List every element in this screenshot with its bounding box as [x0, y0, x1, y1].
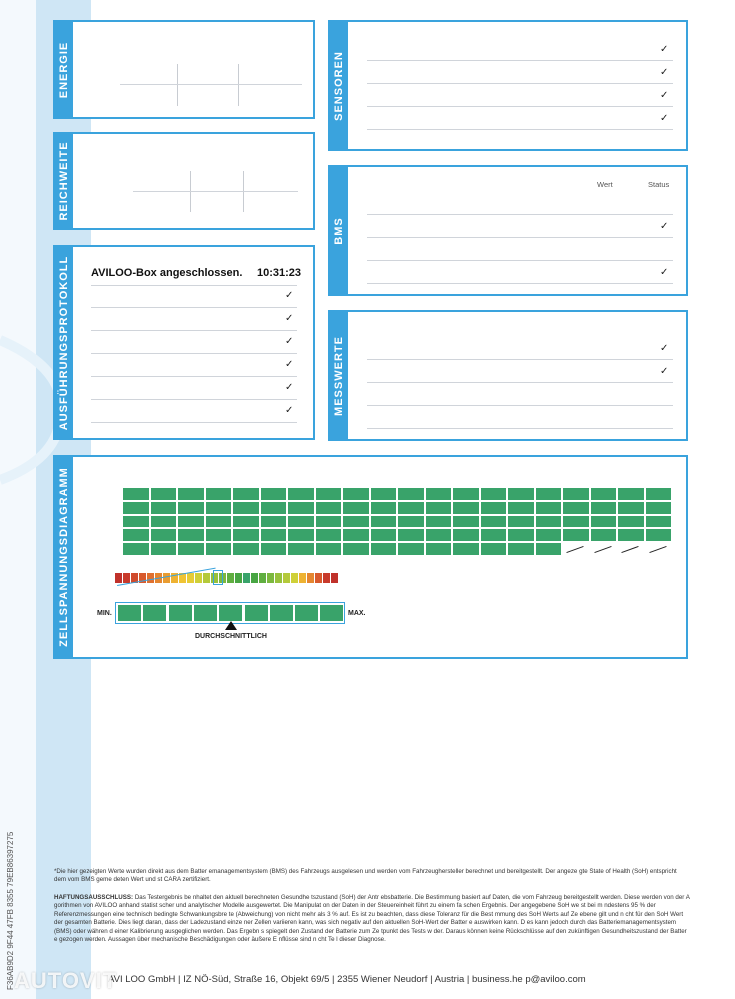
cell-voltage — [177, 487, 205, 501]
cell-voltage — [590, 487, 618, 501]
disclaimer-title: HAFTUNGSAUSSCHLUSS: — [54, 894, 134, 901]
footer-note: *Die hier gezeigten Werte wurden direkt aus dem Batter emanagementsystem (BMS) des Fahrzeugs ausgelesen und werden vom Fahrzeughersteller berechnet und bereitgestellt. Der angeze gte State of Health (SoH) entspricht dem vom BMS geme deten Wert und st CARA zertifiziert. — [54, 868, 677, 884]
gradient-highlight — [213, 570, 223, 585]
cell-voltage — [177, 501, 205, 515]
cell-voltage — [507, 542, 535, 556]
scale-max-label: MAX. — [348, 610, 366, 617]
energy-divider — [177, 64, 178, 106]
cell-voltage — [260, 487, 288, 501]
measurement-divider — [367, 359, 673, 360]
check-icon: ✓ — [285, 405, 294, 416]
cell-voltage — [590, 515, 618, 529]
range-card — [53, 132, 315, 230]
cell-voltage — [342, 515, 370, 529]
cell-voltage — [287, 487, 315, 501]
cell-voltage — [260, 501, 288, 515]
check-icon: ✓ — [660, 221, 669, 232]
sensor-divider — [367, 60, 673, 61]
check-icon: ✓ — [285, 336, 294, 347]
sensor-divider — [367, 106, 673, 107]
bms-divider — [367, 237, 673, 238]
cell-voltage — [315, 515, 343, 529]
measurement-divider — [367, 405, 673, 406]
gradient-segment — [307, 573, 314, 583]
cell-voltage — [177, 542, 205, 556]
gradient-segment — [115, 573, 122, 583]
gradient-segment — [275, 573, 282, 583]
bms-divider — [367, 214, 673, 215]
cell-voltage — [232, 501, 260, 515]
cell-voltage — [370, 501, 398, 515]
cell-voltage — [232, 487, 260, 501]
cell-voltage — [507, 515, 535, 529]
cell-voltage — [425, 515, 453, 529]
cell-voltage — [287, 501, 315, 515]
cell-voltage — [150, 515, 178, 529]
cell-voltage — [535, 542, 563, 556]
cell-voltage — [370, 528, 398, 542]
energy-divider — [238, 64, 239, 106]
cell-voltage — [122, 501, 150, 515]
cell-voltage — [122, 515, 150, 529]
cell-voltage — [452, 542, 480, 556]
bms-divider — [367, 283, 673, 284]
gradient-segment — [315, 573, 322, 583]
cell-voltage — [315, 542, 343, 556]
measurement-divider — [367, 428, 673, 429]
cell-voltage — [232, 515, 260, 529]
cell-voltage — [480, 528, 508, 542]
gradient-segment — [243, 573, 250, 583]
check-icon: ✓ — [660, 44, 669, 55]
cell-voltage — [370, 487, 398, 501]
protocol-time: 10:31:23 — [257, 267, 302, 279]
cell-voltage — [205, 515, 233, 529]
cell-voltage — [397, 515, 425, 529]
cell-voltage — [342, 528, 370, 542]
protocol-divider — [91, 330, 297, 331]
gradient-segment — [259, 573, 266, 583]
cell-voltage — [507, 501, 535, 515]
gradient-segment — [227, 573, 234, 583]
cell-voltage — [122, 528, 150, 542]
scale-cell — [142, 604, 167, 622]
gradient-segment — [331, 573, 338, 583]
cell-voltage — [205, 501, 233, 515]
gradient-segment — [251, 573, 258, 583]
cell-voltage — [232, 542, 260, 556]
cell-voltage — [177, 515, 205, 529]
protocol-divider — [91, 422, 297, 423]
check-icon: ✓ — [285, 290, 294, 301]
bms-col-status: Status — [648, 180, 670, 189]
cell-voltage — [590, 501, 618, 515]
empty-cell-dash — [649, 546, 666, 553]
sensors-tab: SENSOREN — [330, 22, 348, 149]
cell-voltage — [342, 501, 370, 515]
check-icon: ✓ — [660, 366, 669, 377]
footer-contact: AVI LOO GmbH | IZ NÖ-Süd, Straße 16, Objekt 69/5 | 2355 Wiener Neudorf | Austria | business.he p@aviloo.com — [108, 974, 586, 985]
sensors-card — [328, 20, 688, 151]
range-row-divider — [133, 191, 298, 192]
sensor-divider — [367, 129, 673, 130]
sensor-divider — [367, 83, 673, 84]
cell-voltage — [645, 528, 673, 542]
cell-voltage — [205, 542, 233, 556]
gradient-segment — [203, 573, 210, 583]
cell-voltage — [452, 501, 480, 515]
cell-voltage — [150, 501, 178, 515]
watermark: AUTOVIT — [14, 968, 118, 993]
cell-voltage — [645, 501, 673, 515]
protocol-divider — [91, 376, 297, 377]
cell-voltage — [425, 528, 453, 542]
bms-col-wert: Wert — [597, 180, 613, 189]
cell-voltage — [232, 528, 260, 542]
measurements-tab: MESSWERTE — [330, 312, 348, 439]
scale-cell — [193, 604, 218, 622]
cell-voltage — [425, 501, 453, 515]
cells-tab: ZELLSPANNUNGSDIAGRAMM — [55, 457, 73, 657]
protocol-divider — [91, 307, 297, 308]
cell-voltage — [287, 542, 315, 556]
cell-voltage — [260, 515, 288, 529]
protocol-tab: AUSFÜHRUNGSPROTOKOLL — [55, 247, 73, 438]
cell-voltage — [342, 542, 370, 556]
check-icon: ✓ — [660, 343, 669, 354]
cell-voltage — [480, 501, 508, 515]
cell-voltage — [562, 528, 590, 542]
check-icon: ✓ — [660, 90, 669, 101]
empty-cell-dash — [594, 546, 611, 553]
avg-label: DURCHSCHNITTLICH — [195, 633, 267, 640]
check-icon: ✓ — [660, 113, 669, 124]
check-icon: ✓ — [660, 267, 669, 278]
cell-voltage — [205, 487, 233, 501]
cell-voltage — [315, 487, 343, 501]
scale-cell — [269, 604, 294, 622]
energy-tab: ENERGIE — [55, 22, 73, 117]
avg-marker — [225, 621, 237, 630]
cell-voltage — [562, 515, 590, 529]
cell-voltage — [452, 515, 480, 529]
scale-cell — [319, 604, 344, 622]
gradient-segment — [299, 573, 306, 583]
gradient-segment — [195, 573, 202, 583]
scale-min-label: MIN. — [97, 610, 112, 617]
cell-voltage — [397, 528, 425, 542]
cell-voltage — [507, 528, 535, 542]
check-icon: ✓ — [285, 313, 294, 324]
cell-voltage — [425, 487, 453, 501]
cell-voltage — [617, 528, 645, 542]
cell-voltage — [315, 528, 343, 542]
cell-voltage — [535, 501, 563, 515]
cell-voltage — [287, 515, 315, 529]
bms-card — [328, 165, 688, 296]
range-tab: REICHWEITE — [55, 134, 73, 228]
check-icon: ✓ — [285, 382, 294, 393]
check-icon: ✓ — [285, 359, 294, 370]
cell-voltage — [260, 528, 288, 542]
cell-voltage — [150, 542, 178, 556]
document-id: F36AB9D2 9F44 47FB 8355 79EB86397275 — [6, 831, 15, 990]
gradient-segment — [163, 573, 170, 583]
cell-voltage — [562, 487, 590, 501]
gradient-segment — [187, 573, 194, 583]
empty-cell-dash — [566, 546, 583, 553]
protocol-divider — [91, 399, 297, 400]
cell-voltage — [397, 501, 425, 515]
cell-voltage — [287, 528, 315, 542]
gradient-segment — [323, 573, 330, 583]
protocol-title: AVILOO-Box angeschlossen. — [91, 267, 243, 279]
cell-voltage — [535, 487, 563, 501]
cell-voltage — [645, 515, 673, 529]
gradient-segment — [235, 573, 242, 583]
protocol-divider — [91, 353, 297, 354]
gradient-segment — [123, 573, 130, 583]
cell-voltage — [370, 515, 398, 529]
measurement-divider — [367, 382, 673, 383]
scale-cell — [294, 604, 319, 622]
energy-row-divider — [120, 84, 302, 85]
cell-voltage — [480, 542, 508, 556]
cell-voltage — [507, 487, 535, 501]
cell-voltage — [590, 528, 618, 542]
gradient-segment — [267, 573, 274, 583]
scale-cell — [168, 604, 193, 622]
cell-voltage — [177, 528, 205, 542]
cell-voltage — [205, 528, 233, 542]
bms-tab: BMS — [330, 167, 348, 294]
cell-voltage — [480, 515, 508, 529]
cell-voltage — [562, 501, 590, 515]
disclaimer — [54, 894, 690, 944]
scale-cell — [244, 604, 269, 622]
cell-voltage — [480, 487, 508, 501]
protocol-divider — [91, 285, 297, 286]
cell-voltage — [617, 515, 645, 529]
scale-cell — [117, 604, 142, 622]
cell-voltage — [122, 487, 150, 501]
disclaimer-text: Das Testergebnis be nhaltet den aktuell berechneten Gesundhe tszustand (SoH) der Antr ebsbatterie. Die Bestimmung basiert auf Daten, die vom Fahrzeug bereitgestellt werden. Diese werden von der A gorithmen von AVILOO anhand statist scher und analytischer Modelle ausgewertet. Die Manipulat on der Daten in der Steuereinheit führt zu einem fa schen Ergebnis. Der angegebene SoH we st bei m ndestens 95 % der Referenzmessungen eine technisch bedingte Schwankungsbre te (Abweichung) von nicht mehr als 3 % auf. Es ist zu beachten, dass diese Toleranz für die Best mmung des SoH Werts auf Ze ebene gilt und n cht für den SoH Wert der gesamten Batterie. Dies liegt daran, dass der Ladezustand einze ner Zellen variieren kann, was sich negativ auf den aktuellen SoH-Wert der Batter e auswirken kann. D es kann jedoch durch das Batteriemanagementsystem (BMS) oder währen d einer Kalibrierung ausgeglichen werden. Das Ergebn s spiegelt den Zustand der Batterie zum Ze tpunkt des Tests w der. Daraus können keine Rückschlüsse auf den zukünftigen Gesundheitszustand der Batter e gezogen werden. Aussagen über mechanische Beschädigungen oder äußere E nflüsse sind n cht Te l dieser Diagnose. — [54, 894, 690, 944]
cell-voltage — [645, 487, 673, 501]
cell-voltage — [150, 528, 178, 542]
cell-voltage — [617, 501, 645, 515]
cell-voltage — [122, 542, 150, 556]
cell-voltage — [452, 528, 480, 542]
cell-voltage — [617, 487, 645, 501]
cell-voltage — [342, 487, 370, 501]
cell-voltage — [315, 501, 343, 515]
gradient-segment — [283, 573, 290, 583]
energy-card — [53, 20, 315, 119]
empty-cell-dash — [621, 546, 638, 553]
cell-voltage — [452, 487, 480, 501]
cell-voltage — [535, 528, 563, 542]
bms-divider — [367, 260, 673, 261]
cell-voltage — [260, 542, 288, 556]
scale-cell — [218, 604, 243, 622]
protocol-card — [53, 245, 315, 440]
gradient-segment — [291, 573, 298, 583]
cell-voltage — [425, 542, 453, 556]
cell-voltage — [397, 487, 425, 501]
cell-voltage — [150, 487, 178, 501]
cells-card — [53, 455, 688, 659]
cell-voltage — [535, 515, 563, 529]
cell-voltage — [397, 542, 425, 556]
measurements-card — [328, 310, 688, 441]
cell-voltage — [370, 542, 398, 556]
check-icon: ✓ — [660, 67, 669, 78]
